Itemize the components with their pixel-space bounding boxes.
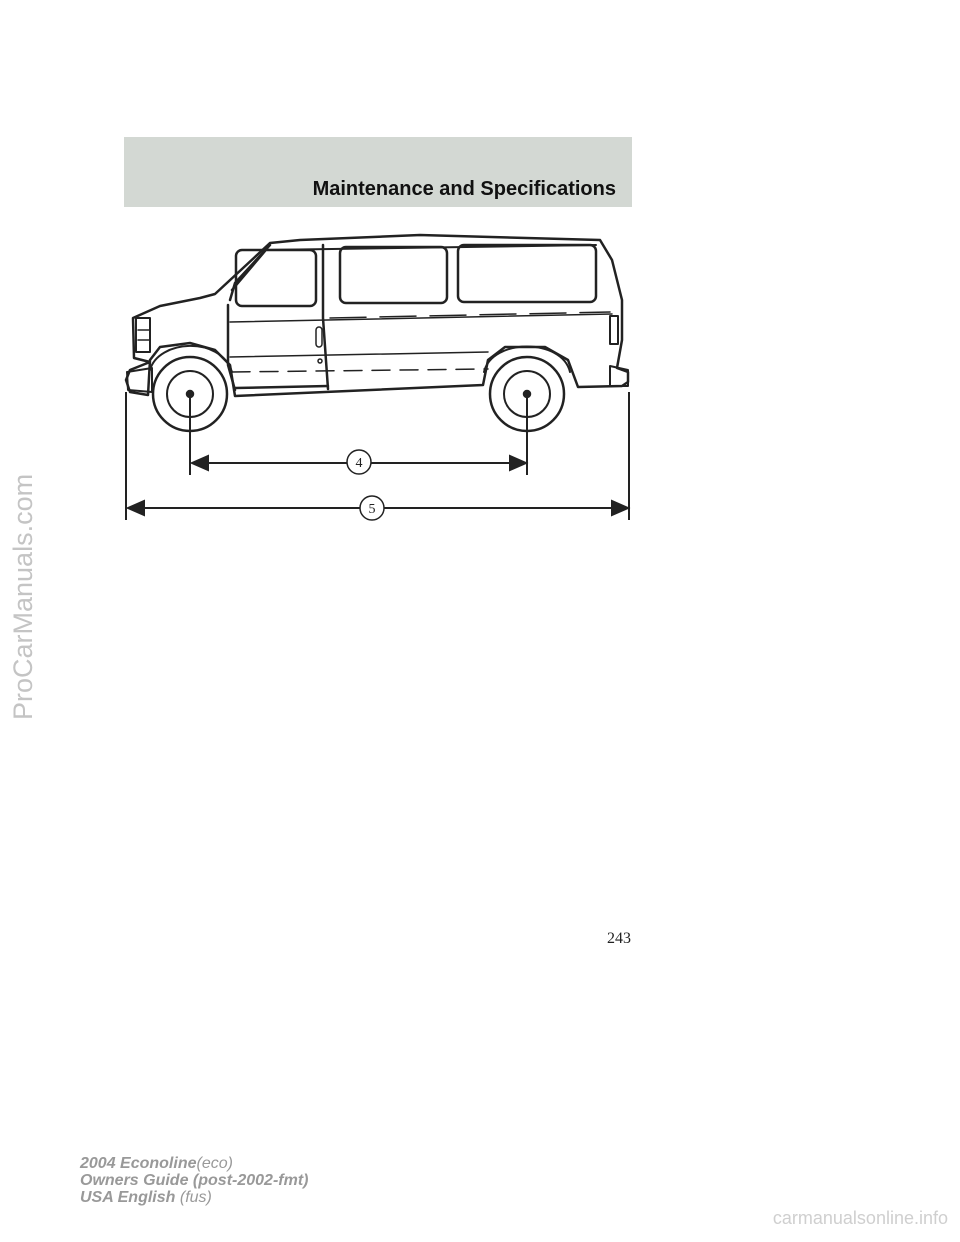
- footer-language: USA English: [80, 1189, 176, 1206]
- section-title: Maintenance and Specifications: [312, 178, 616, 200]
- footer-guide: Owners Guide (post-2002-fmt): [80, 1172, 309, 1189]
- callout-5: [360, 496, 384, 520]
- footer-language-code: (fus): [179, 1189, 212, 1206]
- callout-4: [347, 450, 371, 474]
- document-footer: [80, 1155, 308, 1206]
- watermark-bottom: carmanualsonline.info: [772, 1208, 948, 1228]
- page-number: 243: [607, 930, 631, 947]
- footer-model: 2004 Econoline: [80, 1155, 197, 1172]
- callout-4-label: 4: [355, 456, 363, 471]
- watermark-left: ProCarManuals.com: [8, 473, 38, 720]
- middle-window: [340, 247, 447, 303]
- footer-model-code: (eco): [196, 1155, 233, 1172]
- rear-window: [458, 245, 596, 302]
- callout-5-label: 5: [368, 502, 376, 517]
- front-door-window: [236, 250, 316, 306]
